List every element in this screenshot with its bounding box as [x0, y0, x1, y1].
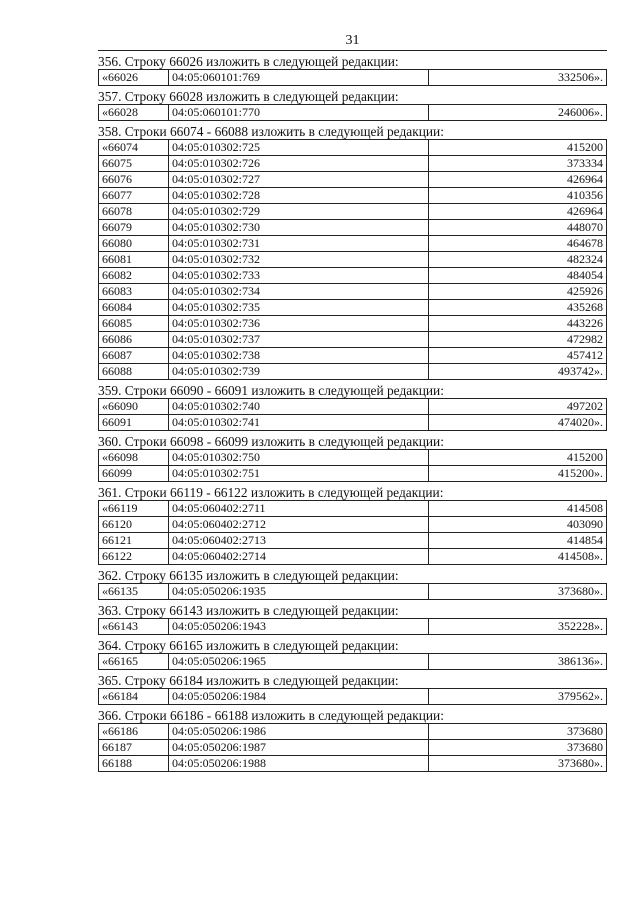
- row-number-cell: 66081: [99, 252, 169, 268]
- value-cell: 415200: [429, 140, 607, 156]
- value-cell: 426964: [429, 204, 607, 220]
- cadastral-number-cell: 04:05:010302:729: [169, 204, 429, 220]
- cadastral-number-cell: 04:05:050206:1965: [169, 654, 429, 670]
- section-heading: 358. Строки 66074 - 66088 изложить в следующей редакции:: [98, 124, 444, 139]
- cadastral-number-cell: 04:05:060101:770: [169, 105, 429, 121]
- cadastral-number-cell: 04:05:010302:727: [169, 172, 429, 188]
- table-row: [99, 724, 607, 740]
- table-row: [99, 316, 607, 332]
- table-row: [99, 332, 607, 348]
- row-number-cell: 66085: [99, 316, 169, 332]
- value-cell: 373680».: [429, 756, 607, 772]
- cadastral-number-cell: 04:05:050206:1986: [169, 724, 429, 740]
- cadastral-number-cell: 04:05:010302:738: [169, 348, 429, 364]
- row-number-cell: «66090: [99, 399, 169, 415]
- table-row: [99, 70, 607, 86]
- amendment-table: [98, 104, 607, 121]
- row-number-cell: «66074: [99, 140, 169, 156]
- table-row: [99, 348, 607, 364]
- row-number-cell: 66075: [99, 156, 169, 172]
- row-number-cell: 66187: [99, 740, 169, 756]
- amendment-table: [98, 618, 607, 635]
- row-number-cell: «66184: [99, 689, 169, 705]
- row-number-cell: 66086: [99, 332, 169, 348]
- cadastral-number-cell: 04:05:050206:1988: [169, 756, 429, 772]
- row-number-cell: 66082: [99, 268, 169, 284]
- row-number-cell: 66079: [99, 220, 169, 236]
- table-row: [99, 236, 607, 252]
- value-cell: 352228».: [429, 619, 607, 635]
- cadastral-number-cell: 04:05:050206:1984: [169, 689, 429, 705]
- value-cell: 415200: [429, 450, 607, 466]
- cadastral-number-cell: 04:05:010302:730: [169, 220, 429, 236]
- row-number-cell: 66076: [99, 172, 169, 188]
- table-row: [99, 756, 607, 772]
- table-row: [99, 654, 607, 670]
- page-number: 31: [345, 33, 360, 48]
- value-cell: 425926: [429, 284, 607, 300]
- table-row: [99, 399, 607, 415]
- amendment-table: [98, 500, 607, 565]
- table-row: [99, 284, 607, 300]
- table-row: [99, 220, 607, 236]
- row-number-cell: 66084: [99, 300, 169, 316]
- cadastral-number-cell: 04:05:010302:734: [169, 284, 429, 300]
- row-number-cell: 66080: [99, 236, 169, 252]
- amendment-section: [98, 89, 607, 121]
- cadastral-number-cell: 04:05:010302:739: [169, 364, 429, 380]
- amendment-section: [98, 434, 607, 482]
- table-row: [99, 501, 607, 517]
- cadastral-number-cell: 04:05:010302:726: [169, 156, 429, 172]
- row-number-cell: 66091: [99, 415, 169, 431]
- row-number-cell: 66120: [99, 517, 169, 533]
- cadastral-number-cell: 04:05:050206:1943: [169, 619, 429, 635]
- cadastral-number-cell: 04:05:010302:741: [169, 415, 429, 431]
- table-row: [99, 268, 607, 284]
- cadastral-number-cell: 04:05:010302:740: [169, 399, 429, 415]
- value-cell: 464678: [429, 236, 607, 252]
- cadastral-number-cell: 04:05:010302:725: [169, 140, 429, 156]
- table-row: [99, 466, 607, 482]
- header-rule: [98, 50, 607, 51]
- value-cell: 373334: [429, 156, 607, 172]
- table-row: [99, 450, 607, 466]
- cadastral-number-cell: 04:05:010302:737: [169, 332, 429, 348]
- amendment-section: [98, 568, 607, 600]
- table-row: [99, 105, 607, 121]
- cadastral-number-cell: 04:05:060402:2711: [169, 501, 429, 517]
- value-cell: 403090: [429, 517, 607, 533]
- row-number-cell: «66143: [99, 619, 169, 635]
- row-number-cell: «66119: [99, 501, 169, 517]
- row-number-cell: 66083: [99, 284, 169, 300]
- table-row: [99, 364, 607, 380]
- cadastral-number-cell: 04:05:060402:2712: [169, 517, 429, 533]
- table-row: [99, 300, 607, 316]
- section-heading: 364. Строку 66165 изложить в следующей редакции:: [98, 638, 399, 653]
- table-row: [99, 740, 607, 756]
- table-row: [99, 517, 607, 533]
- row-number-cell: «66028: [99, 105, 169, 121]
- row-number-cell: «66165: [99, 654, 169, 670]
- amendment-table: [98, 449, 607, 482]
- cadastral-number-cell: 04:05:060101:769: [169, 70, 429, 86]
- amendment-section: [98, 708, 607, 772]
- document-page: [98, 32, 607, 772]
- row-number-cell: «66026: [99, 70, 169, 86]
- value-cell: 482324: [429, 252, 607, 268]
- amendment-table: [98, 688, 607, 705]
- value-cell: 414854: [429, 533, 607, 549]
- amendment-table: [98, 398, 607, 431]
- table-row: [99, 188, 607, 204]
- value-cell: 410356: [429, 188, 607, 204]
- value-cell: 414508».: [429, 549, 607, 565]
- value-cell: 457412: [429, 348, 607, 364]
- table-row: [99, 156, 607, 172]
- row-number-cell: 66087: [99, 348, 169, 364]
- value-cell: 435268: [429, 300, 607, 316]
- section-heading: 357. Строку 66028 изложить в следующей редакции:: [98, 89, 399, 104]
- table-row: [99, 619, 607, 635]
- section-heading: 363. Строку 66143 изложить в следующей редакции:: [98, 603, 399, 618]
- value-cell: 426964: [429, 172, 607, 188]
- table-row: [99, 533, 607, 549]
- cadastral-number-cell: 04:05:060402:2713: [169, 533, 429, 549]
- table-row: [99, 140, 607, 156]
- cadastral-number-cell: 04:05:010302:735: [169, 300, 429, 316]
- value-cell: 373680».: [429, 584, 607, 600]
- row-number-cell: 66078: [99, 204, 169, 220]
- cadastral-number-cell: 04:05:050206:1935: [169, 584, 429, 600]
- row-number-cell: 66099: [99, 466, 169, 482]
- table-row: [99, 584, 607, 600]
- cadastral-number-cell: 04:05:010302:728: [169, 188, 429, 204]
- cadastral-number-cell: 04:05:010302:736: [169, 316, 429, 332]
- amendment-table: [98, 69, 607, 86]
- row-number-cell: 66121: [99, 533, 169, 549]
- amendment-section: [98, 54, 607, 86]
- section-heading: 366. Строки 66186 - 66188 изложить в следующей редакции:: [98, 708, 444, 723]
- cadastral-number-cell: 04:05:010302:751: [169, 466, 429, 482]
- table-row: [99, 415, 607, 431]
- table-row: [99, 689, 607, 705]
- amendment-section: [98, 124, 607, 380]
- table-row: [99, 204, 607, 220]
- table-row: [99, 549, 607, 565]
- value-cell: 443226: [429, 316, 607, 332]
- cadastral-number-cell: 04:05:050206:1987: [169, 740, 429, 756]
- value-cell: 246006».: [429, 105, 607, 121]
- value-cell: 415200».: [429, 466, 607, 482]
- row-number-cell: 66088: [99, 364, 169, 380]
- value-cell: 448070: [429, 220, 607, 236]
- section-heading: 360. Строки 66098 - 66099 изложить в следующей редакции:: [98, 434, 444, 449]
- value-cell: 497202: [429, 399, 607, 415]
- amendment-section: [98, 485, 607, 565]
- table-row: [99, 172, 607, 188]
- value-cell: 373680: [429, 724, 607, 740]
- amendment-table: [98, 583, 607, 600]
- section-heading: 365. Строку 66184 изложить в следующей редакции:: [98, 673, 399, 688]
- section-heading: 361. Строки 66119 - 66122 изложить в следующей редакции:: [98, 485, 444, 500]
- row-number-cell: «66186: [99, 724, 169, 740]
- value-cell: 484054: [429, 268, 607, 284]
- amendment-section: [98, 603, 607, 635]
- amendment-section: [98, 383, 607, 431]
- amendment-table: [98, 723, 607, 772]
- value-cell: 472982: [429, 332, 607, 348]
- table-row: [99, 252, 607, 268]
- amendment-table: [98, 653, 607, 670]
- amendment-sections: [98, 54, 607, 772]
- value-cell: 414508: [429, 501, 607, 517]
- value-cell: 474020».: [429, 415, 607, 431]
- row-number-cell: 66188: [99, 756, 169, 772]
- value-cell: 493742».: [429, 364, 607, 380]
- section-heading: 359. Строки 66090 - 66091 изложить в следующей редакции:: [98, 383, 444, 398]
- row-number-cell: «66098: [99, 450, 169, 466]
- row-number-cell: 66122: [99, 549, 169, 565]
- section-heading: 362. Строку 66135 изложить в следующей редакции:: [98, 568, 399, 583]
- amendment-table: [98, 139, 607, 380]
- value-cell: 373680: [429, 740, 607, 756]
- amendment-section: [98, 673, 607, 705]
- section-heading: 356. Строку 66026 изложить в следующей редакции:: [98, 54, 399, 69]
- amendment-section: [98, 638, 607, 670]
- value-cell: 379562».: [429, 689, 607, 705]
- row-number-cell: «66135: [99, 584, 169, 600]
- value-cell: 332506».: [429, 70, 607, 86]
- cadastral-number-cell: 04:05:060402:2714: [169, 549, 429, 565]
- cadastral-number-cell: 04:05:010302:731: [169, 236, 429, 252]
- cadastral-number-cell: 04:05:010302:732: [169, 252, 429, 268]
- row-number-cell: 66077: [99, 188, 169, 204]
- cadastral-number-cell: 04:05:010302:733: [169, 268, 429, 284]
- value-cell: 386136».: [429, 654, 607, 670]
- cadastral-number-cell: 04:05:010302:750: [169, 450, 429, 466]
